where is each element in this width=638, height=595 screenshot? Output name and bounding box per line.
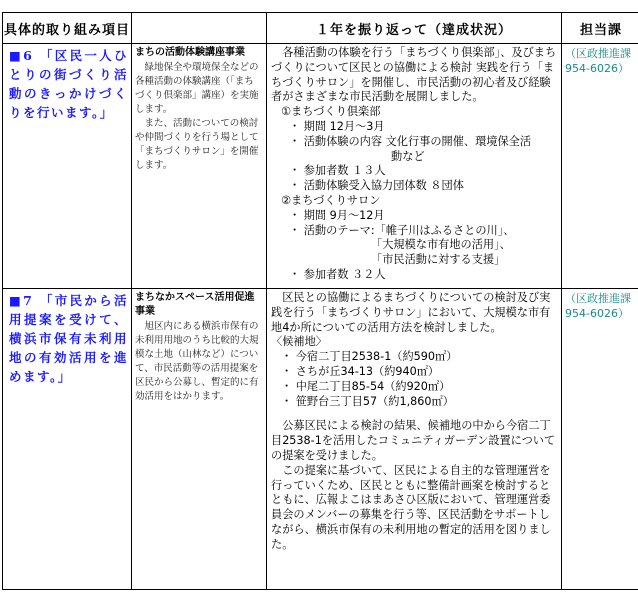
detail-paragraph: 緑地保全や環境保全などの各種活動の体験講座（「まちづくり倶楽部」講座）を実施します。 xyxy=(135,62,259,115)
review-bullet-continued: 動など xyxy=(391,149,425,163)
review-paragraph: 公募区民による検討の結果、候補地の中から今宿二丁目2538-1を活用したコミュニティガーデン設置についての提案を受けました。 xyxy=(271,419,556,462)
header-detail xyxy=(132,13,267,44)
detail-heading: まちの活動体験講座事業 xyxy=(135,47,245,58)
header-item: 具体的取り組み項目 xyxy=(3,13,132,44)
report-table xyxy=(2,12,638,590)
detail-cell xyxy=(132,289,267,590)
review-paragraph: この提案に基づいて、区民による自主的な管理運営を行っていくため、区民とともに整備計画案を検討するとともに、広報よこはまあさひ区版において、管理運営委員会のメンバーの募集を行う等、区民活動をサポートしながら、横浜市保有の未利用地の暫定的活用を図りました。 xyxy=(271,463,551,551)
review-cell xyxy=(267,289,562,590)
paragraph-gap xyxy=(271,409,557,419)
review-bullet: ・ 活動体験受入協力団体数 ８団体 xyxy=(289,179,464,193)
review-text xyxy=(267,289,561,553)
review-cell xyxy=(267,44,562,289)
table-row xyxy=(3,44,638,289)
dept-contact: （区政推進課 954-6026） xyxy=(565,47,631,75)
item-cell xyxy=(3,289,132,590)
dept-cell xyxy=(562,289,638,590)
review-subheading: 〈候補地〉 xyxy=(271,335,327,349)
item-title: ■6 「区民一人ひとりの街づくり活動のきっかけづくりを行います。」 xyxy=(9,48,128,120)
review-bullet: ・ 参加者数 ３２人 xyxy=(289,267,386,281)
detail-body xyxy=(132,319,266,404)
detail-heading: まちなかスペース活用促進事業 xyxy=(135,292,255,317)
item-title: ■7 「市民から活用提案を受けて、横浜市保有未利用地の有効活用を進めます。」 xyxy=(9,293,128,384)
header-row xyxy=(3,13,638,44)
review-paragraph: 区民との協働によるまちづくりについての検討及び実践を行う「まちづくりサロン」において、大規模な市有地4か所についての活用方法を検討しました。 xyxy=(271,291,551,334)
review-bullet: ・ 活動のテーマ:「帷子川はふるさとの川」、 xyxy=(289,223,515,237)
detail-body xyxy=(132,60,266,173)
review-bullet-continued: 「市民活動に対する支援」 xyxy=(371,253,506,267)
review-subheading: ②まちづくりサロン xyxy=(281,193,381,207)
review-bullet: ・ 期間 9月～12月 xyxy=(289,208,385,222)
header-review: １年を振り返って（達成状況） xyxy=(267,13,562,44)
review-text xyxy=(267,44,561,283)
review-paragraph: 各種活動の体験を行う「まちづくり倶楽部」、及びまちづくりについて区民との協働による検討 実践を行う「まちづくりサロン」を開催し、市民活動の初心者及び経験者がさまざまな市民活動を展開しました。 xyxy=(271,46,557,104)
review-bullet: ・ 笹野台三丁目57（約1,860㎡） xyxy=(281,394,454,408)
review-bullet: ・ さちが丘34-13（約940㎡） xyxy=(281,364,440,378)
review-bullet: ・ 今宿二丁目2538-1（約590㎡） xyxy=(281,350,458,364)
dept-contact: （区政推進課 954-6026） xyxy=(565,292,631,320)
review-subheading: ①まちづくり倶楽部 xyxy=(281,105,381,119)
review-bullet-continued: 「大規模な市有地の活用」、 xyxy=(371,238,511,252)
review-bullet: ・ 活動体験の内容 文化行事の開催、環境保全活 xyxy=(289,134,532,148)
detail-cell xyxy=(132,44,267,289)
dept-cell xyxy=(562,44,638,289)
detail-paragraph: また、活動についての検討や仲間づくりを行う場として「まちづくりサロン」を開催します。 xyxy=(135,118,259,171)
detail-paragraph: 旭区内にある横浜市保有の未利用用地のうち比較的大規模な土地（山林など）について、市民活動等の活用提案を区民から公募し、暫定的に有効活用をはかります。 xyxy=(135,321,259,402)
review-bullet: ・ 中尾二丁目85-54（約920㎡） xyxy=(281,379,451,393)
review-bullet: ・ 参加者数 １３人 xyxy=(289,164,386,178)
header-dept: 担当課 xyxy=(562,13,638,44)
item-cell xyxy=(3,44,132,289)
review-bullet: ・ 期間 12月～3月 xyxy=(289,119,385,133)
table-row xyxy=(3,289,638,590)
